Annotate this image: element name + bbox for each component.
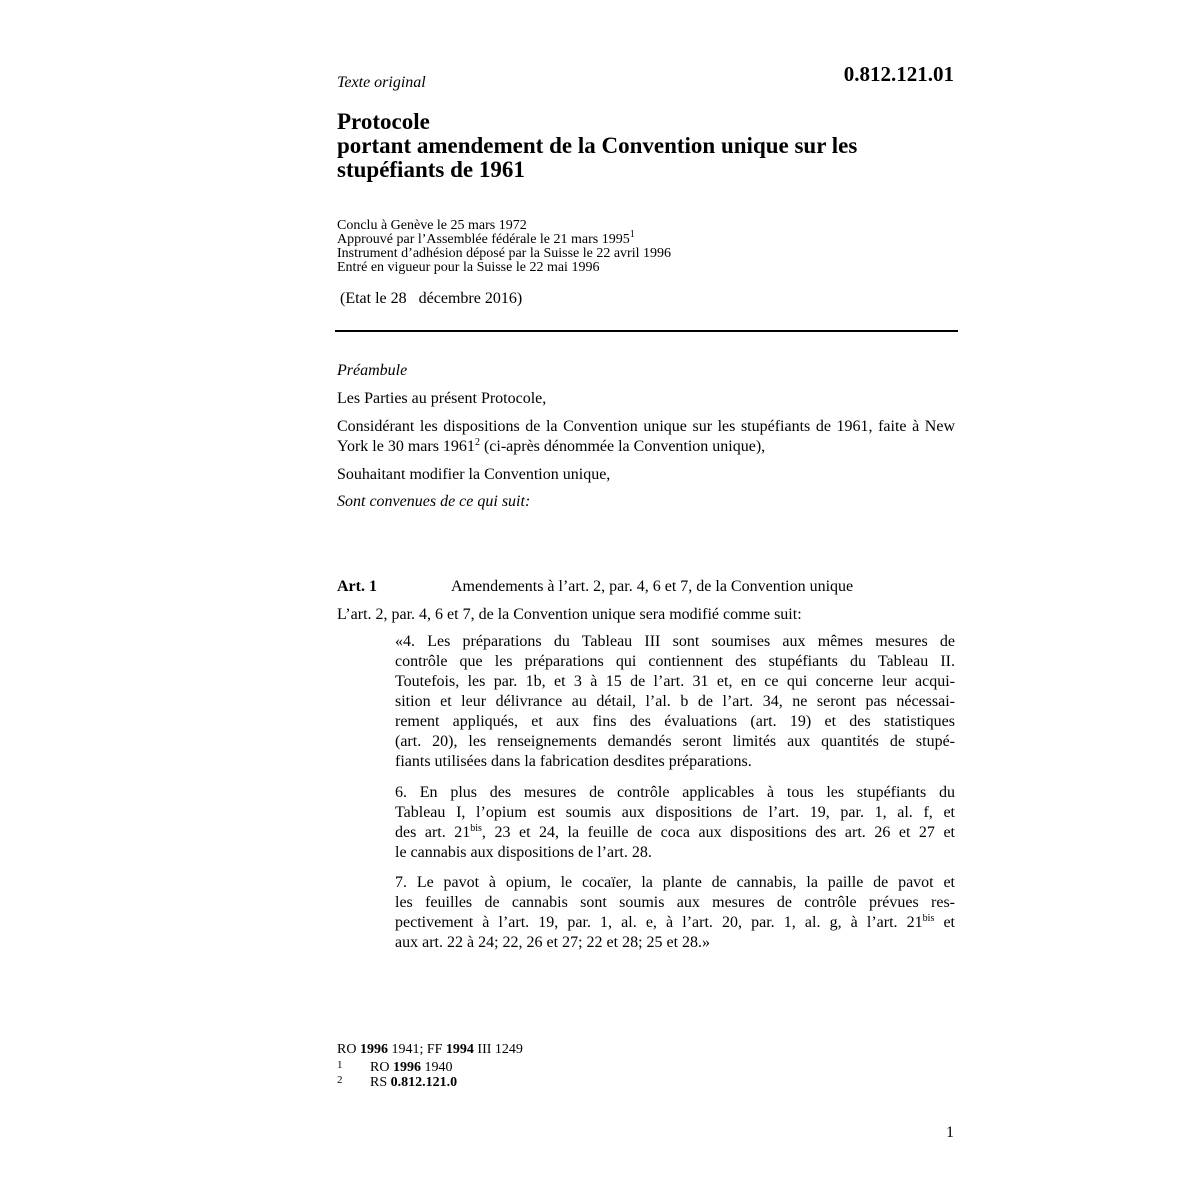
ro-page: 1941; FF: [387, 1042, 446, 1057]
preamble-souhaitant: Souhaitant modifier la Convention unique,: [337, 466, 611, 483]
par6-text: , 23 et 24, la feuille de coca aux dispositions des art. 26 et 27 et: [481, 824, 955, 841]
bis-superscript: bis: [470, 823, 482, 834]
preamble-sont-convenues: Sont convenues de ce qui suit:: [337, 493, 531, 510]
ff-year: 1994: [445, 1042, 474, 1057]
par7-line: [395, 913, 955, 933]
preamble-parties: Les Parties au présent Protocole,: [337, 390, 547, 407]
ff-ref: III 1249: [473, 1042, 523, 1057]
paragraph-6: [395, 783, 955, 863]
footnote-1: [337, 1058, 737, 1073]
ro-year: 1996: [359, 1042, 388, 1057]
par4-line: contrôle que les préparations qui contiennent des stupéfiants du Tableau II.: [395, 653, 955, 670]
considerant-text: Considérant les dispositions de la Convention unique sur les stupéfiants de 1961, faite à New York le 30 mars 1961: [337, 418, 955, 455]
par4-line: «4. Les préparations du Tableau III sont soumises aux mêmes mesures de: [395, 633, 955, 650]
preamble-heading: Préambule: [337, 362, 408, 379]
meta-approuve: [337, 229, 937, 247]
document-title: [337, 110, 937, 182]
title-line-2: portant amendement de la Convention unique sur les: [337, 133, 858, 158]
footnote-1-page: 1940: [420, 1060, 453, 1075]
par7-text: pectivement à l’art. 19, par. 1, al. e, à l’art. 20, par. 1, al. g, à l’art. 21: [395, 914, 923, 931]
footnote-2-number: 2: [337, 1074, 343, 1086]
title-line-3: stupéfiants de 1961: [337, 157, 525, 182]
par6-line: [395, 823, 955, 843]
par4-line: fiants utilisées dans la fabrication desdites préparations.: [395, 753, 752, 770]
sr-number: 0.812.121.01: [843, 62, 954, 86]
footnote-2: [337, 1073, 737, 1088]
article-1-title: Amendements à l’art. 2, par. 4, 6 et 7, de la Convention unique: [451, 578, 854, 595]
paragraph-7: [395, 873, 955, 953]
footnote-1-prefix: RO: [370, 1060, 393, 1075]
texte-original-label: Texte original: [337, 74, 426, 91]
par4-line: Toutefois, les par. 1b, et 3 à 15 de l’art. 31 et, en ce qui concerne leur acqui-: [395, 673, 955, 690]
bis-superscript: bis: [922, 913, 935, 924]
par6-line: 6. En plus des mesures de contrôle applicables à tous les stupéfiants du: [395, 784, 955, 801]
footnote-1-year: 1996: [392, 1060, 421, 1075]
par7-line: les feuilles de cannabis sont soumis aux mesures de contrôle prévues res-: [395, 894, 955, 911]
footnote-ref-2[interactable]: 2: [474, 437, 480, 448]
footnote-2-prefix: RS: [370, 1075, 391, 1090]
etat-date: (Etat le 28 décembre 2016): [340, 290, 523, 307]
par4-line: rement appliqués, et aux fins des évaluations (art. 19) et des statistiques: [395, 713, 955, 730]
par4-line: (art. 20), les renseignements demandés seront limités aux quantités de stupé-: [395, 733, 955, 750]
considerant-text-2: (ci-après dénommée la Convention unique),: [479, 438, 766, 455]
par7-text: et: [934, 914, 956, 931]
par6-line: le cannabis aux dispositions de l’art. 28.: [395, 844, 652, 861]
footnote-2-ref: 0.812.121.0: [390, 1075, 458, 1090]
article-1-number: Art. 1: [337, 578, 377, 595]
article-1-lead: L’art. 2, par. 4, 6 et 7, de la Convention unique sera modifié comme suit:: [337, 606, 802, 623]
article-1-heading: [337, 577, 955, 597]
footnote-1-number: 1: [337, 1059, 343, 1071]
par6-text: des art. 21: [395, 824, 471, 841]
ratification-metadata: [337, 219, 937, 275]
footnotes: [337, 1043, 737, 1088]
meta-approuve-text: Approuvé par l’Assemblée fédérale le 21 mars 1995: [337, 232, 630, 247]
par7-line: aux art. 22 à 24; 22, 26 et 27; 22 et 28; 25 et 28.»: [395, 934, 711, 951]
paragraph-4: [395, 632, 955, 772]
publication-reference: [337, 1043, 737, 1058]
meta-entre: Entré en vigueur pour la Suisse le 22 mai 1996: [337, 260, 600, 275]
footnote-ref-1[interactable]: 1: [629, 229, 635, 240]
preamble-considerant: [337, 417, 955, 457]
title-line-1: Protocole: [337, 109, 430, 134]
par4-line: sition et leur délivrance au détail, l’al. b de l’art. 34, ne seront pas nécessai-: [395, 693, 955, 710]
meta-conclu: Conclu à Genève le 25 mars 1972: [337, 218, 527, 233]
meta-instrument: Instrument d’adhésion déposé par la Suisse le 22 avril 1996: [337, 246, 671, 261]
ro-prefix: RO: [337, 1042, 360, 1057]
par6-line: Tableau I, l’opium est soumis aux dispositions de l’art. 19, par. 1, al. f, et: [395, 804, 955, 821]
header-divider: [335, 330, 958, 332]
par7-line: 7. Le pavot à opium, le cocaïer, la plante de cannabis, la paille de pavot et: [395, 874, 955, 891]
page-number: 1: [946, 1124, 954, 1141]
